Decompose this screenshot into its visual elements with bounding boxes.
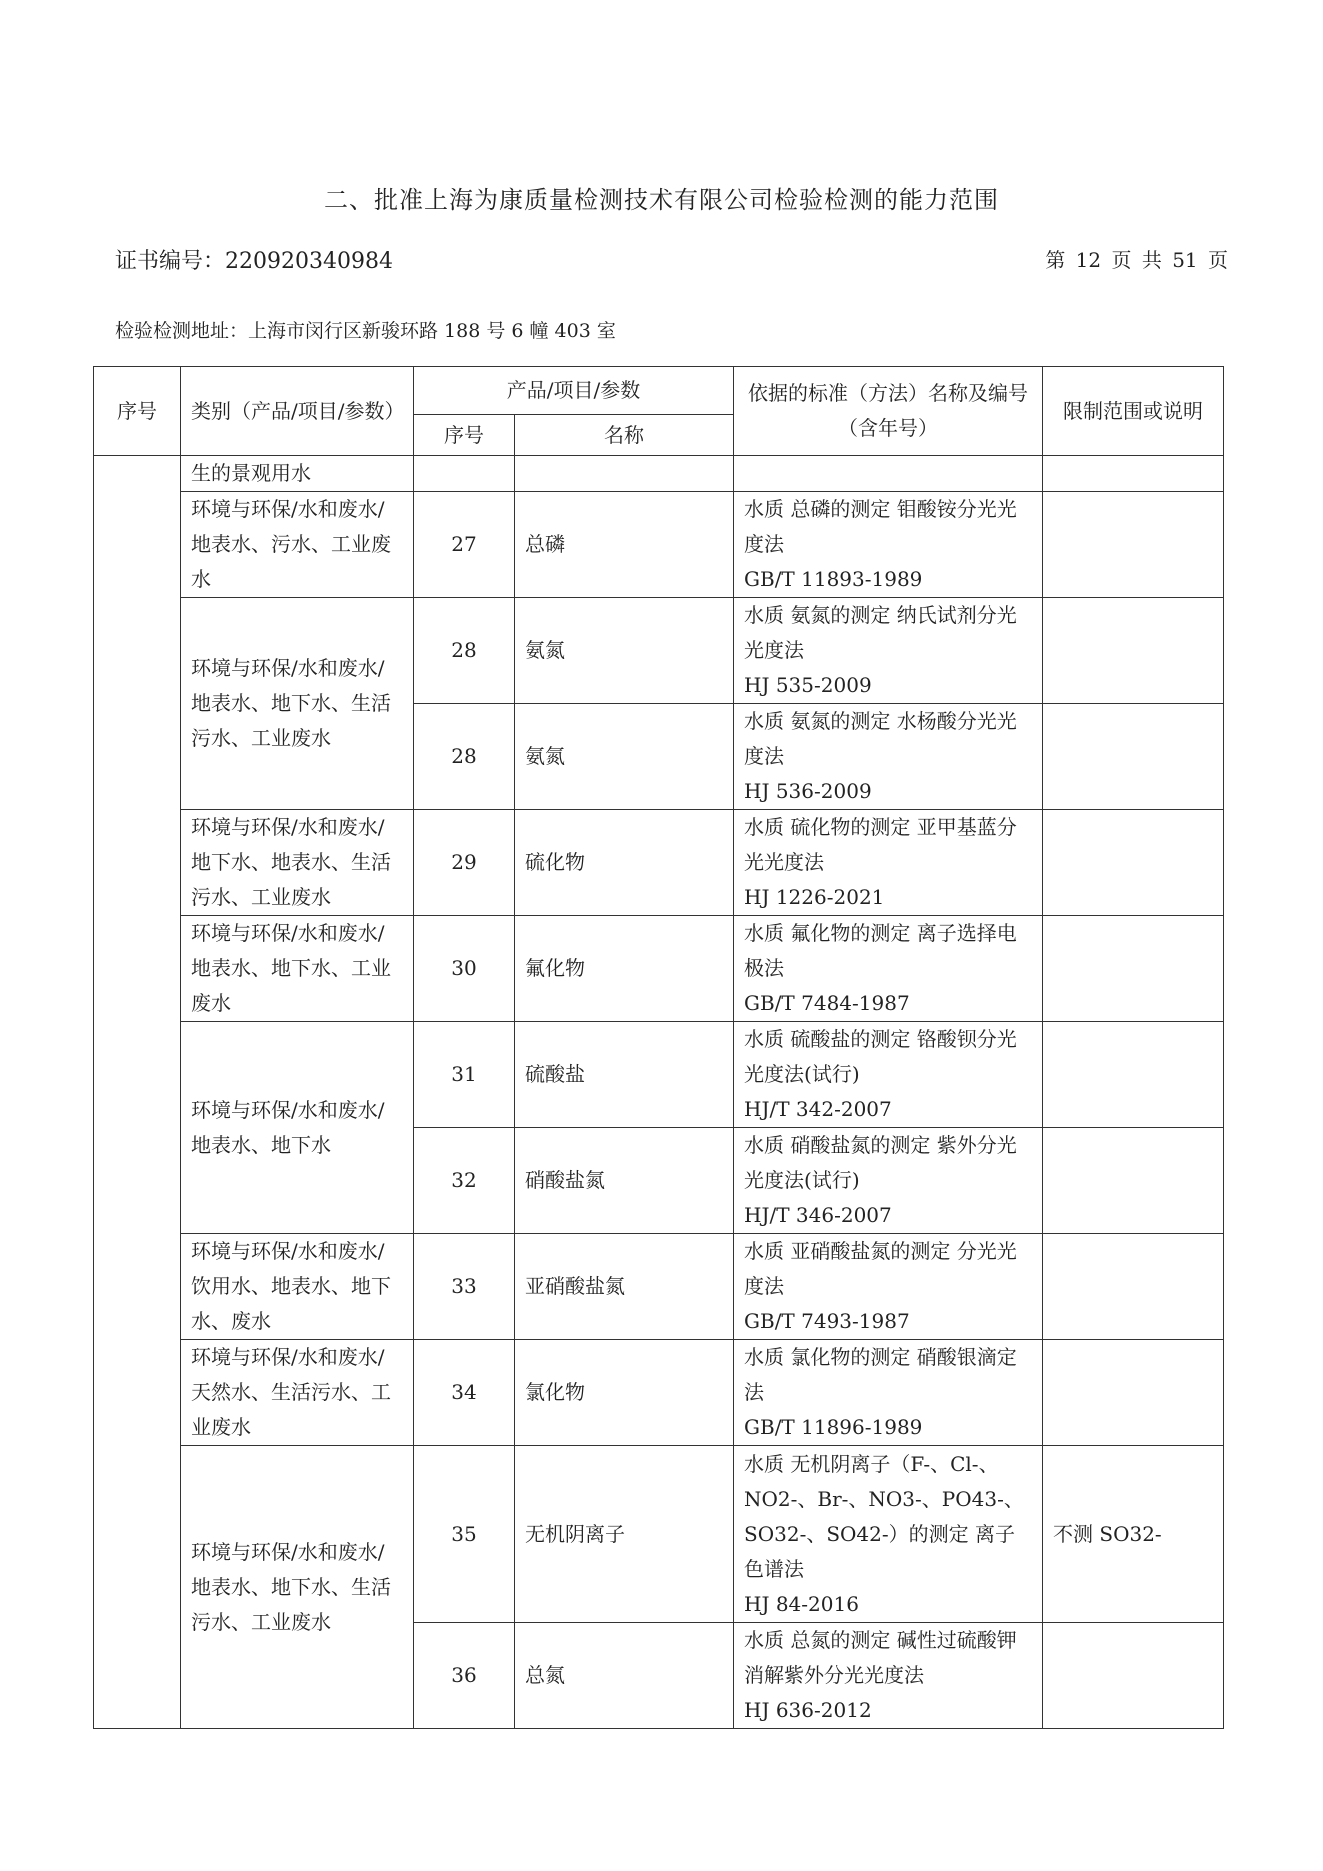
table-row: [94, 1340, 1224, 1446]
limit-cell: [1043, 1623, 1224, 1729]
item-no: [414, 456, 515, 492]
item-no: 28: [414, 598, 515, 704]
limit-cell: [1043, 598, 1224, 704]
table-row: [94, 810, 1224, 916]
standard-cell: 水质 无机阴离子（F-、Cl-、NO2-、Br-、NO3-、PO43-、SO32-、SO42-）的测定 离子色谱法 HJ 84-2016: [734, 1446, 1043, 1623]
item-no: 36: [414, 1623, 515, 1729]
test-address: 检验检测地址：上海市闵行区新骏环路 188 号 6 幢 403 室: [115, 320, 616, 342]
item-name: 硫化物: [515, 810, 734, 916]
limit-cell: [1043, 456, 1224, 492]
limit-cell: [1043, 810, 1224, 916]
item-no: 35: [414, 1446, 515, 1623]
capability-table: [93, 366, 1224, 1729]
table-row: [94, 1234, 1224, 1340]
table-row: [94, 598, 1224, 704]
standard-cell: 水质 氟化物的测定 离子选择电极法 GB/T 7484-1987: [734, 916, 1043, 1022]
document-title: 二、批准上海为康质量检测技术有限公司检验检测的能力范围: [324, 186, 999, 214]
category-cell: 环境与环保/水和废水/饮用水、地表水、地下水、废水: [181, 1234, 414, 1340]
standard-cell: 水质 总氮的测定 碱性过硫酸钾消解紫外分光光度法 HJ 636-2012: [734, 1623, 1043, 1729]
item-no: 27: [414, 492, 515, 598]
header-product: 产品/项目/参数: [414, 367, 734, 415]
standard-cell: 水质 硝酸盐氮的测定 紫外分光光度法(试行) HJ/T 346-2007: [734, 1128, 1043, 1234]
item-no: 32: [414, 1128, 515, 1234]
item-name: 硫酸盐: [515, 1022, 734, 1128]
standard-cell: 水质 总磷的测定 钼酸铵分光光度法 GB/T 11893-1989: [734, 492, 1043, 598]
header-seq: 序号: [94, 367, 181, 456]
item-no: 29: [414, 810, 515, 916]
item-name: 总氮: [515, 1623, 734, 1729]
category-cell: 生的景观用水: [181, 456, 414, 492]
limit-cell: [1043, 1340, 1224, 1446]
seq-cell: [94, 456, 181, 1729]
item-no: 34: [414, 1340, 515, 1446]
standard-cell: 水质 亚硝酸盐氮的测定 分光光度法 GB/T 7493-1987: [734, 1234, 1043, 1340]
limit-cell: 不测 SO32-: [1043, 1446, 1224, 1623]
table-row: [94, 1446, 1224, 1623]
limit-cell: [1043, 492, 1224, 598]
limit-cell: [1043, 704, 1224, 810]
category-cell: 环境与环保/水和废水/地表水、地下水: [181, 1022, 414, 1234]
category-cell: 环境与环保/水和废水/地表水、地下水、生活污水、工业废水: [181, 1446, 414, 1729]
item-name: 氯化物: [515, 1340, 734, 1446]
item-name: 无机阴离子: [515, 1446, 734, 1623]
item-name: 硝酸盐氮: [515, 1128, 734, 1234]
standard-cell: 水质 氯化物的测定 硝酸银滴定法 GB/T 11896-1989: [734, 1340, 1043, 1446]
item-no: 30: [414, 916, 515, 1022]
table-row: [94, 456, 1224, 492]
category-cell: 环境与环保/水和废水/地表水、污水、工业废水: [181, 492, 414, 598]
standard-cell: 水质 氨氮的测定 水杨酸分光光度法 HJ 536-2009: [734, 704, 1043, 810]
limit-cell: [1043, 1022, 1224, 1128]
item-name: [515, 456, 734, 492]
item-name: 氨氮: [515, 704, 734, 810]
item-no: 31: [414, 1022, 515, 1128]
page-number: 第 12 页 共 51 页: [1045, 248, 1228, 272]
category-cell: 环境与环保/水和废水/地表水、地下水、工业废水: [181, 916, 414, 1022]
table-row: [94, 1022, 1224, 1128]
standard-cell: 水质 硫酸盐的测定 铬酸钡分光光度法(试行) HJ/T 342-2007: [734, 1022, 1043, 1128]
item-no: 28: [414, 704, 515, 810]
table-row: [94, 492, 1224, 598]
limit-cell: [1043, 916, 1224, 1022]
limit-cell: [1043, 1128, 1224, 1234]
standard-cell: 水质 氨氮的测定 纳氏试剂分光光度法 HJ 535-2009: [734, 598, 1043, 704]
limit-cell: [1043, 1234, 1224, 1340]
item-name: 亚硝酸盐氮: [515, 1234, 734, 1340]
standard-cell: 水质 硫化物的测定 亚甲基蓝分光光度法 HJ 1226-2021: [734, 810, 1043, 916]
item-no: 33: [414, 1234, 515, 1340]
item-name: 氨氮: [515, 598, 734, 704]
item-name: 氟化物: [515, 916, 734, 1022]
category-cell: 环境与环保/水和废水/地下水、地表水、生活污水、工业废水: [181, 810, 414, 916]
header-limit: 限制范围或说明: [1043, 367, 1224, 456]
header-sub-seq: 序号: [414, 415, 515, 456]
header-sub-name: 名称: [515, 415, 734, 456]
certificate-number: 证书编号：220920340984: [115, 249, 393, 274]
table-row: [94, 916, 1224, 1022]
header-standard: 依据的标准（方法）名称及编号（含年号）: [734, 367, 1043, 456]
standard-cell: [734, 456, 1043, 492]
header-category: 类别（产品/项目/参数）: [181, 367, 414, 456]
category-cell: 环境与环保/水和废水/天然水、生活污水、工业废水: [181, 1340, 414, 1446]
category-cell: 环境与环保/水和废水/地表水、地下水、生活污水、工业废水: [181, 598, 414, 810]
item-name: 总磷: [515, 492, 734, 598]
